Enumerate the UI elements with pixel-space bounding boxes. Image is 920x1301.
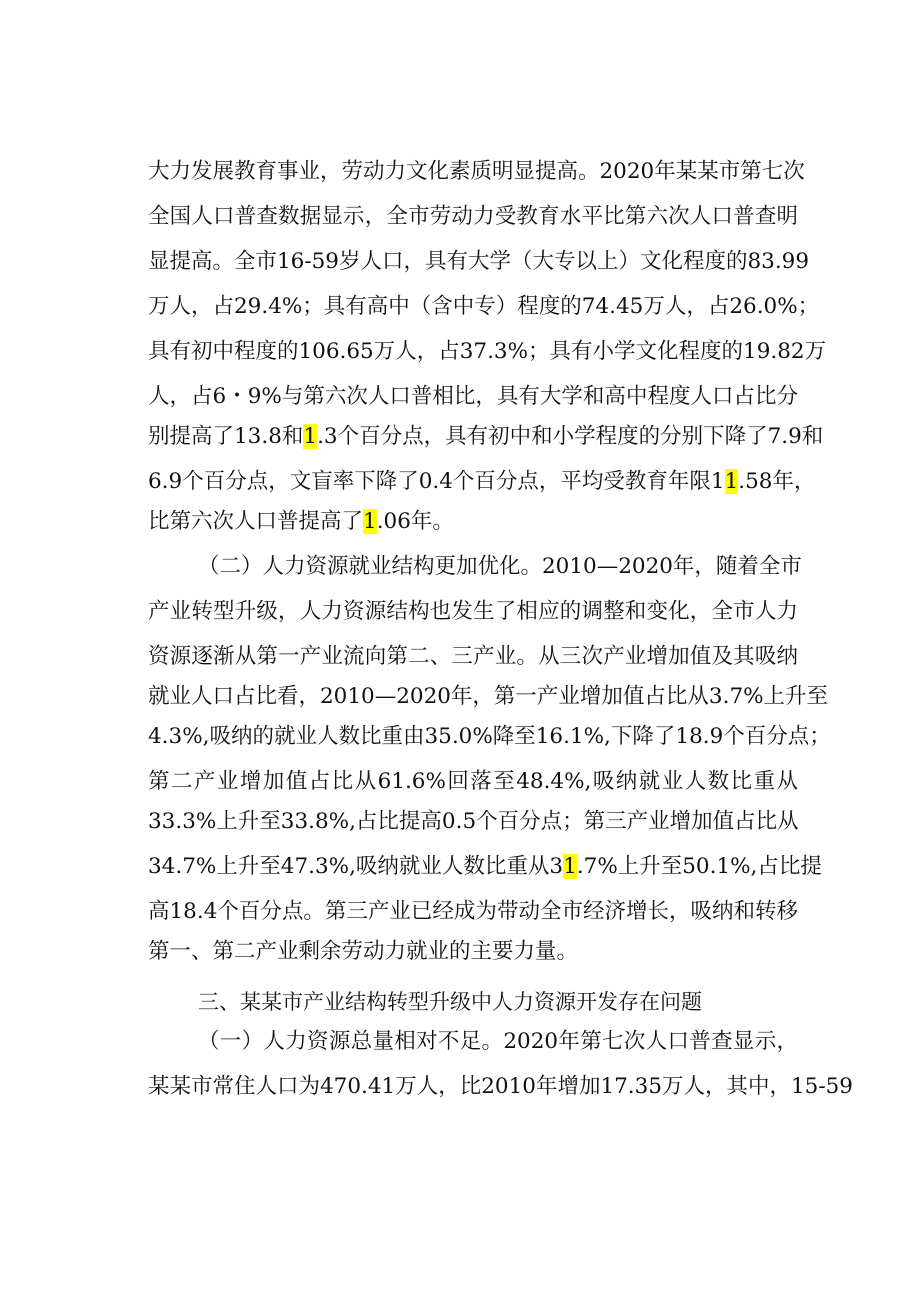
paragraph-line: 高18.4个百分点。第三产业已经成为带动全市经济增长，吸纳和转移 — [148, 899, 798, 924]
text-segment: .7%上升至50.1%,占比提 — [576, 854, 822, 879]
text-segment: 别提高了13.8和 — [148, 424, 304, 449]
highlighted-text: 1 — [303, 424, 318, 449]
paragraph-line: 产业转型升级，人力资源结构也发生了相应的调整和变化，全市人力 — [148, 599, 798, 624]
paragraph-line: 人，占6・9%与第六次人口普相比，具有大学和高中程度人口占比分 — [148, 384, 798, 409]
paragraph-line — [148, 850, 822, 884]
paragraph-line: 33.3%上升至33.8%,占比提高0.5个百分点；第三产业增加值占比从 — [148, 809, 799, 834]
paragraph-line — [148, 420, 824, 454]
paragraph-line: 4.3%,吸纳的就业人数比重由35.0%降至16.1%,下降了18.9个百分点； — [148, 724, 831, 749]
paragraph-line: 全国人口普查数据显示，全市劳动力受教育水平比第六次人口普查明 — [148, 204, 798, 229]
text-segment: 6.9个百分点，文盲率下降了0.4个百分点，平均受教育年限1 — [148, 469, 725, 494]
paragraph-line: （二）人力资源就业结构更加优化。2010—2020年，随着全市 — [198, 554, 802, 579]
paragraph-line — [148, 465, 816, 499]
paragraph-line: 第一、第二产业剩余劳动力就业的主要力量。 — [148, 939, 579, 964]
paragraph-line: （一）人力资源总量相对不足。2020年第七次人口普查显示， — [198, 1029, 798, 1054]
paragraph-line: 某某市常住人口为470.41万人，比2010年增加17.35万人，其中，15-59 — [148, 1074, 853, 1099]
highlighted-text: 1 — [724, 469, 739, 494]
paragraph-line — [148, 505, 798, 539]
paragraph-line: 资源逐渐从第一产业流向第二、三产业。从三次产业增加值及其吸纳 — [148, 644, 798, 669]
paragraph-line: 就业人口占比看，2010—2020年，第一产业增加值占比从3.7%上升至 — [148, 684, 829, 709]
paragraph-line: 第二产业增加值占比从61.6%回落至48.4%,吸纳就业人数比重从 — [148, 769, 798, 794]
text-segment: 比第六次人口普提高了 — [148, 509, 364, 534]
text-segment: .3个百分点，具有初中和小学程度的分别下降了7.9和 — [317, 424, 824, 449]
text-segment: .58年， — [738, 469, 816, 494]
paragraph-line: 万人，占29.4%；具有高中（含中专）程度的74.45万人，占26.0%； — [148, 294, 820, 319]
paragraph-line: 显提高。全市16-59岁人口，具有大学（大专以上）文化程度的83.99 — [148, 249, 810, 274]
paragraph-line: 具有初中程度的106.65万人，占37.3%；具有小学文化程度的19.82万 — [148, 339, 827, 364]
text-segment: .06年。 — [376, 509, 454, 534]
text-segment: 34.7%上升至47.3%,吸纳就业人数比重从3 — [148, 854, 564, 879]
highlighted-text: 1 — [363, 509, 377, 534]
section-heading: 三、某某市产业结构转型升级中人力资源开发存在问题 — [198, 990, 702, 1014]
highlighted-text: 1 — [563, 854, 577, 879]
paragraph-line: 大力发展教育事业，劳动力文化素质明显提高。2020年某某市第七次 — [148, 159, 805, 184]
